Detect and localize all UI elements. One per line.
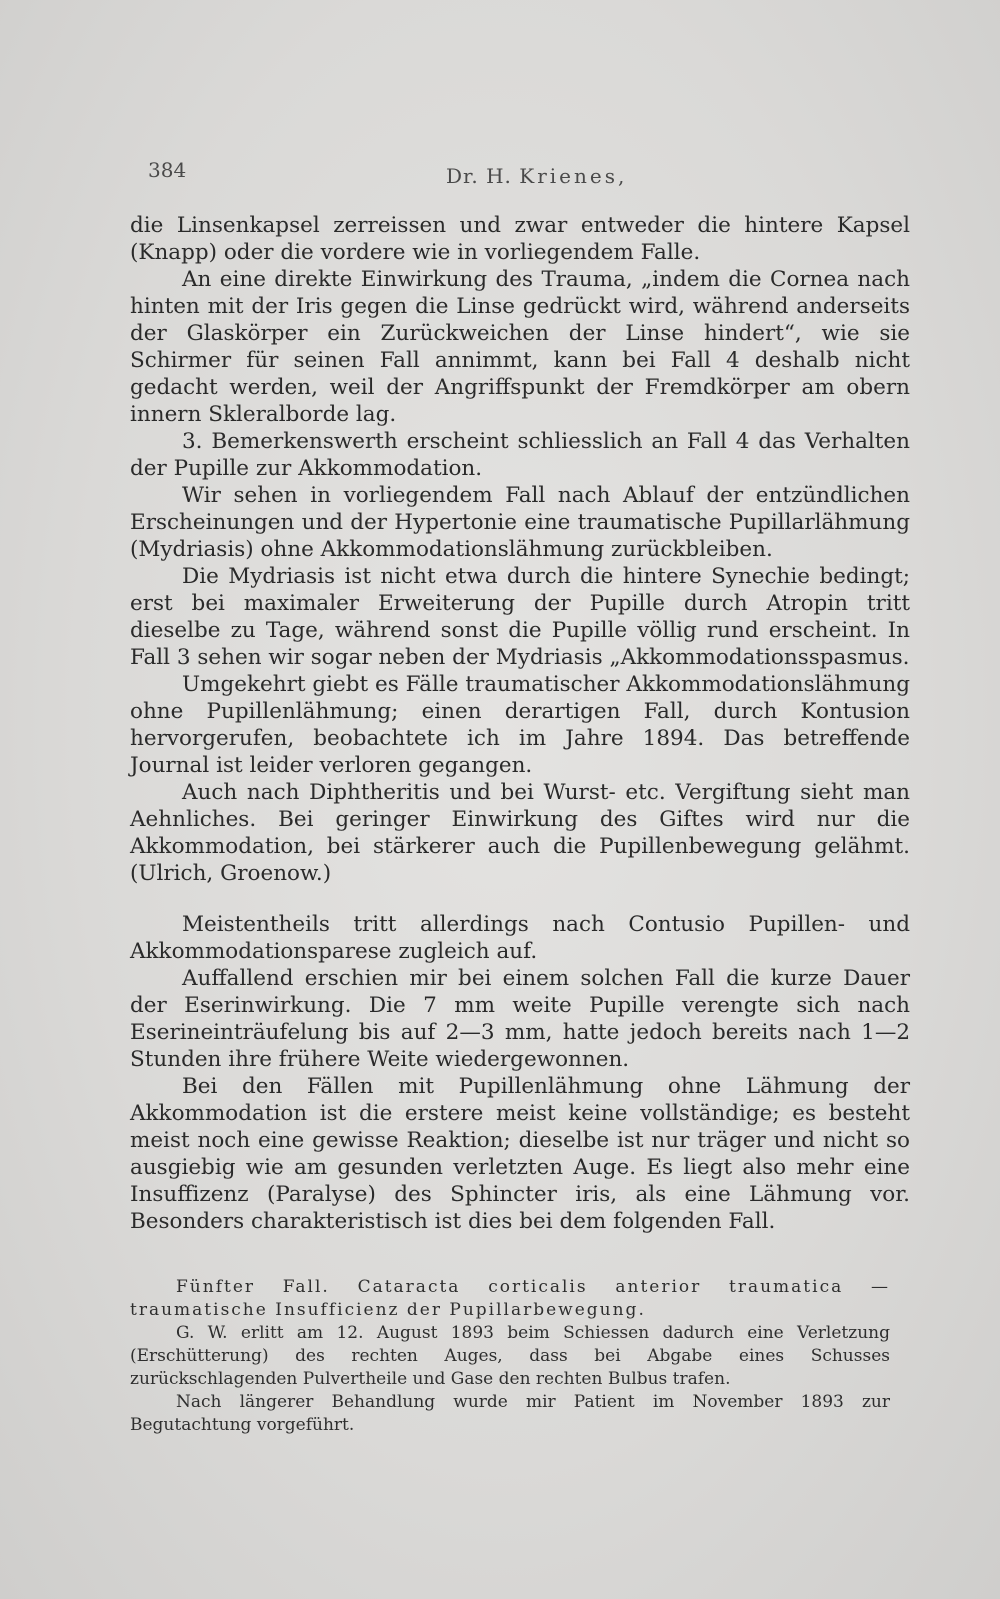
running-head [446, 164, 627, 188]
paragraph: Umgekehrt giebt es Fälle traumatischer Akkommodationslähmung ohne Pupillenlähmung; einen derartigen Fall, durch Kontusion hervorgerufen, beobachtete ich im Jahre 1894. Das betreffende Journal ist leider verloren gegangen. [130, 672, 910, 778]
author-prefix: Dr. H. [446, 164, 520, 188]
case-title: Fünfter Fall. Cataracta corticalis anterior traumatica — traumatische Insufficienz der Pupillarbewegung. [130, 1277, 890, 1320]
paragraph: Meistentheils tritt allerdings nach Contusio Pupillen- und Akkommodationsparese zugleich auf. [130, 912, 910, 964]
paragraph: Auffallend erschien mir bei einem solchen Fall die kurze Dauer der Eserinwirkung. Die 7 mm weite Pupille verengte sich nach Eserineinträufelung bis auf 2—3 mm, hatte jedoch bereits nach 1—2 Stunden ihre frühere Weite wiedergewonnen. [130, 966, 910, 1072]
paragraph: Auch nach Diphtheritis und bei Wurst- etc. Vergiftung sieht man Aehnliches. Bei geringer Einwirkung des Giftes wird nur die Akkommodation, bei stärkerer auch die Pupillenbewegung gelähmt. (Ulrich, Groenow.) [130, 780, 910, 886]
body-text [130, 212, 910, 1235]
paragraph: die Linsenkapsel zerreissen und zwar entweder die hintere Kapsel (Knapp) oder die vordere wie in vorliegendem Falle. [130, 213, 910, 265]
case-text: Nach längerer Behandlung wurde mir Patient im November 1893 zur Begutachtung vorgeführt. [130, 1392, 890, 1435]
paragraph: Die Mydriasis ist nicht etwa durch die hintere Synechie bedingt; erst bei maximaler Erweiterung der Pupille durch Atropin tritt dieselbe zu Tage, während sonst die Pupille völlig rund erscheint. In Fall 3 sehen wir sogar neben der Mydriasis „Akkommodationsspasmus. [130, 564, 910, 670]
paragraph: 3. Bemerkenswerth erscheint schliesslich an Fall 4 das Verhalten der Pupille zur Akkommodation. [130, 429, 910, 481]
paragraph: Wir sehen in vorliegendem Fall nach Ablauf der entzündlichen Erscheinungen und der Hypertonie eine traumatische Pupillarlähmung (Mydriasis) ohne Akkommodationslähmung zurückbleiben. [130, 483, 910, 562]
paragraph: Bei den Fällen mit Pupillenlähmung ohne Lähmung der Akkommodation ist die erstere meist keine vollständige; es besteht meist noch eine gewisse Reaktion; dieselbe ist nur träger und nicht so ausgiebig wie am gesunden verletzten Auge. Es liegt also mehr eine Insuffizenz (Paralyse) des Sphincter iris, als eine Lähmung vor. Besonders charakteristisch ist dies bei dem folgenden Fall. [130, 1074, 910, 1234]
case-text: G. W. erlitt am 12. August 1893 beim Schiessen dadurch eine Verletzung (Erschütterung) des rechten Auges, dass bei Abgabe eines Schusses zurückschlagenden Pulvertheile und Gase den rechten Bulbus trafen. [130, 1323, 890, 1389]
author-name: Krienes, [519, 164, 628, 188]
page-number: 384 [148, 158, 187, 182]
paragraph: An eine direkte Einwirkung des Trauma, „indem die Cornea nach hinten mit der Iris gegen die Linse gedrückt wird, während anderseits der Glaskörper ein Zurückweichen der Linse hindert“, wie sie Schirmer für seinen Fall annimmt, kann bei Fall 4 deshalb nicht gedacht werden, weil der Angriffspunkt der Fremdkörper am obern innern Skleralborde lag. [130, 267, 910, 427]
page-header [148, 158, 908, 188]
case-report [130, 1276, 890, 1437]
